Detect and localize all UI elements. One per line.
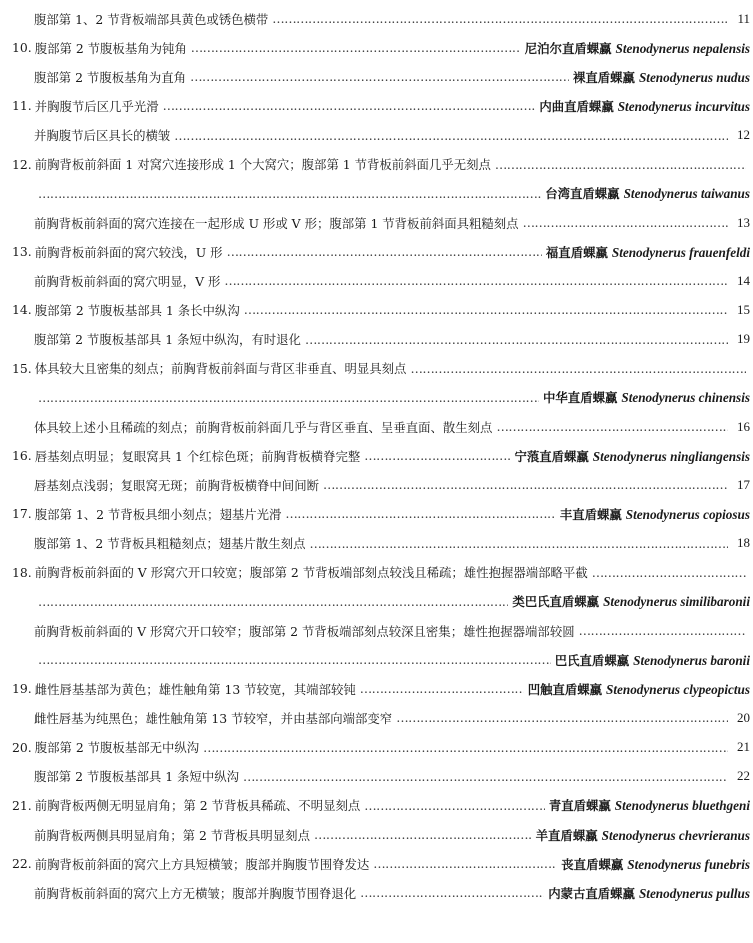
dot-leader (309, 536, 728, 551)
species-latin-name: Stenodynerus nudus (638, 69, 750, 85)
key-line (12, 529, 750, 558)
couplet-number: 22. (12, 856, 32, 872)
species-name (514, 447, 750, 465)
species-name (539, 97, 750, 115)
key-line (12, 849, 750, 878)
dot-leader (410, 361, 746, 376)
couplet-text: 前胸背板前斜面的窝穴上方无横皱；腹部并胸腹节围脊退化 (34, 885, 357, 901)
dot-leader (495, 157, 746, 172)
dot-leader (38, 594, 508, 609)
species-latin-name: Stenodynerus ningliangensis (592, 448, 750, 464)
key-line (12, 791, 750, 820)
couplet-text: 腹部第 1、2 节背板端部具黄色或锈色横带 (34, 11, 269, 27)
species-chinese-name: 裸直盾蜾蠃 (573, 69, 635, 85)
species-name (525, 39, 750, 57)
key-line (12, 121, 750, 150)
species-chinese-name: 内蒙古直盾蜾蠃 (548, 885, 635, 901)
identification-key (12, 4, 750, 907)
species-latin-name: Stenodynerus chevrieranus (601, 827, 750, 843)
dot-leader (396, 710, 728, 725)
dot-leader (305, 332, 728, 347)
key-line (12, 295, 750, 324)
dot-leader (163, 98, 536, 113)
couplet-text: 前胸背板前斜面的 V 形窝穴开口较宽；腹部第 2 节背板端部刻点较浅且稀疏；雄性抱握器端部略平截 (34, 565, 588, 581)
next-couplet-number: 20 (737, 709, 750, 725)
couplet-number: 19. (12, 681, 32, 697)
couplet-text: 体具较上述小且稀疏的刻点；前胸背板前斜面几乎与背区垂直、呈垂直面、散生刻点 (34, 419, 493, 435)
couplet-text: 唇基刻点明显；复眼窝具 1 个红棕色斑；前胸背板横脊完整 (34, 448, 361, 464)
couplet-text: 腹部第 2 节腹板基部无中纵沟 (34, 740, 200, 756)
couplet-text: 腹部第 1、2 节背板具粗糙刻点；翅基片散生刻点 (34, 536, 306, 552)
key-line (12, 499, 750, 528)
couplet-text: 腹部第 2 节腹板基部具 1 条短中纵沟，有时退化 (34, 332, 301, 348)
next-couplet-number: 16 (737, 418, 750, 434)
next-couplet-number: 15 (737, 301, 750, 317)
couplet-text: 前胸背板前斜面的窝穴明显，V 形 (34, 273, 221, 289)
couplet-text: 腹部第 2 节腹板基部具 1 条长中纵沟 (34, 302, 240, 318)
dot-leader (224, 273, 728, 288)
species-chinese-name: 丰直盾蜾蠃 (559, 506, 622, 522)
key-line (12, 266, 750, 295)
species-chinese-name: 类巴氏直盾蜾蠃 (512, 594, 600, 610)
species-name (543, 388, 750, 406)
couplet-number: 16. (12, 448, 32, 464)
species-name (555, 651, 750, 669)
species-chinese-name: 羊直盾蜾蠃 (535, 827, 598, 843)
species-latin-name: Stenodynerus incurvitus (617, 98, 750, 114)
species-latin-name: Stenodynerus clypeopictus (606, 681, 750, 697)
couplet-text: 并胸腹节后区具长的横皱 (34, 128, 171, 144)
dot-leader (174, 128, 728, 143)
couplet-number: 21. (12, 797, 32, 813)
key-line (12, 733, 750, 762)
dot-leader (364, 448, 510, 463)
couplet-text: 腹部第 2 节腹板基部具 1 条短中纵沟 (34, 769, 239, 785)
couplet-text: 唇基刻点浅弱；复眼窝无斑；前胸背板横脊中间间断 (34, 477, 319, 493)
species-name (546, 243, 750, 261)
species-chinese-name: 丧直盾蜾蠃 (561, 856, 624, 872)
next-couplet-number: 12 (737, 127, 750, 143)
next-couplet-number: 22 (737, 768, 750, 784)
key-line (12, 645, 750, 674)
species-latin-name: Stenodynerus pullus (638, 885, 750, 901)
key-line (12, 4, 750, 33)
couplet-number: 17. (12, 506, 32, 522)
dot-leader (244, 302, 728, 317)
species-name (536, 826, 750, 844)
key-line (12, 325, 750, 354)
dot-leader (272, 11, 728, 26)
key-line (12, 616, 750, 645)
couplet-text: 前胸背板前斜面的窝穴上方具短横皱；腹部并胸腹节围脊发达 (34, 856, 370, 872)
dot-leader (203, 740, 728, 755)
key-line (12, 441, 750, 470)
species-chinese-name: 巴氏直盾蜾蠃 (554, 652, 630, 668)
dot-leader (38, 186, 541, 201)
species-latin-name: Stenodynerus baronii (633, 652, 750, 668)
key-line (12, 237, 750, 266)
couplet-text: 前胸背板两侧具明显肩角；第 2 节背板具明显刻点 (34, 827, 310, 843)
couplet-number: 20. (12, 739, 32, 755)
species-name (528, 680, 750, 698)
dot-leader (285, 506, 555, 521)
couplet-text: 前胸背板两侧无明显肩角；第 2 节背板具稀疏、不明显刻点 (34, 798, 361, 814)
species-chinese-name: 内曲直盾蜾蠃 (539, 98, 614, 114)
species-chinese-name: 凹触直盾蜾蠃 (527, 681, 603, 697)
species-name (573, 68, 750, 86)
species-latin-name: Stenodynerus funebris (627, 856, 750, 872)
species-name (561, 855, 750, 873)
dot-leader (579, 623, 746, 638)
species-name (560, 505, 750, 523)
couplet-text: 前胸背板前斜面 1 对窝穴连接形成 1 个大窝穴；腹部第 1 节背板前斜面几乎无刻点 (34, 157, 491, 173)
dot-leader (227, 244, 542, 259)
couplet-text: 腹部第 2 节腹板基角为直角 (34, 69, 187, 85)
next-couplet-number: 19 (737, 331, 750, 347)
key-line (12, 150, 750, 179)
key-line (12, 354, 750, 383)
dot-leader (360, 681, 524, 696)
couplet-text: 腹部第 2 节腹板基角为钝角 (34, 40, 187, 56)
species-latin-name: Stenodynerus similibaronii (603, 594, 750, 610)
key-line (12, 587, 750, 616)
key-line (12, 558, 750, 587)
species-name (512, 592, 750, 610)
couplet-number: 11. (12, 98, 32, 114)
dot-leader (373, 856, 557, 871)
key-line (12, 470, 750, 499)
couplet-number: 14. (12, 302, 32, 318)
key-line (12, 62, 750, 91)
dot-leader (364, 798, 545, 813)
species-latin-name: Stenodynerus chinensis (621, 390, 750, 406)
dot-leader (323, 477, 728, 492)
next-couplet-number: 14 (737, 272, 750, 288)
couplet-text: 前胸背板前斜面的 V 形窝穴开口较窄；腹部第 2 节背板端部刻点较深且密集；雄性抱握器端部较圆 (34, 623, 575, 639)
couplet-text: 体具较大且密集的刻点；前胸背板前斜面与背区非垂直、明显具刻点 (34, 361, 407, 377)
couplet-text: 前胸背板前斜面的窝穴较浅，U 形 (34, 244, 223, 260)
key-line (12, 412, 750, 441)
species-latin-name: Stenodynerus taiwanus (623, 186, 750, 202)
key-line (12, 674, 750, 703)
couplet-number: 13. (12, 244, 32, 260)
couplet-text: 前胸背板前斜面的窝穴连接在一起形成 U 形或 V 形；腹部第 1 节背板前斜面具粗糙刻点 (34, 215, 519, 231)
couplet-number: 10. (12, 40, 32, 56)
next-couplet-number: 11 (737, 10, 750, 26)
key-line (12, 703, 750, 732)
dot-leader (190, 69, 569, 84)
species-name (545, 184, 750, 202)
couplet-number: 15. (12, 360, 32, 376)
key-line (12, 383, 750, 412)
next-couplet-number: 17 (737, 476, 750, 492)
species-chinese-name: 中华直盾蜾蠃 (543, 390, 618, 406)
next-couplet-number: 18 (737, 535, 750, 551)
dot-leader (243, 769, 728, 784)
dot-leader (314, 827, 532, 842)
key-line (12, 179, 750, 208)
species-chinese-name: 宁蒗直盾蜾蠃 (514, 448, 589, 464)
key-line (12, 208, 750, 237)
key-line (12, 762, 750, 791)
couplet-text: 雌性唇基为纯黑色；雄性触角第 13 节较窄，并由基部向端部变窄 (34, 710, 393, 726)
dot-leader (523, 215, 728, 230)
key-line (12, 878, 750, 907)
couplet-text: 雌性唇基基部为黄色；雄性触角第 13 节较宽，其端部较钝 (34, 681, 356, 697)
key-line (12, 91, 750, 120)
key-line (12, 33, 750, 62)
dot-leader (592, 565, 746, 580)
dot-leader (38, 390, 539, 405)
species-chinese-name: 尼泊尔直盾蜾蠃 (524, 40, 612, 56)
key-line (12, 820, 750, 849)
species-latin-name: Stenodynerus nepalensis (615, 40, 750, 56)
species-chinese-name: 台湾直盾蜾蠃 (545, 186, 620, 202)
dot-leader (496, 419, 728, 434)
next-couplet-number: 13 (737, 214, 750, 230)
species-chinese-name: 青直盾蜾蠃 (548, 798, 611, 814)
species-chinese-name: 福直盾蜾蠃 (545, 244, 608, 260)
species-latin-name: Stenodynerus bluethgeni (614, 798, 750, 814)
species-latin-name: Stenodynerus frauenfeldi (611, 244, 750, 260)
couplet-text: 腹部第 1、2 节背板具细小刻点；翅基片光滑 (34, 506, 282, 522)
couplet-number: 12. (12, 156, 32, 172)
species-name (549, 796, 750, 814)
species-latin-name: Stenodynerus copiosus (625, 506, 750, 522)
dot-leader (38, 652, 551, 667)
dot-leader (191, 40, 521, 55)
couplet-text: 并胸腹节后区几乎光滑 (34, 98, 159, 114)
couplet-number: 18. (12, 564, 32, 580)
species-name (548, 884, 750, 902)
dot-leader (360, 885, 544, 900)
next-couplet-number: 21 (737, 739, 750, 755)
